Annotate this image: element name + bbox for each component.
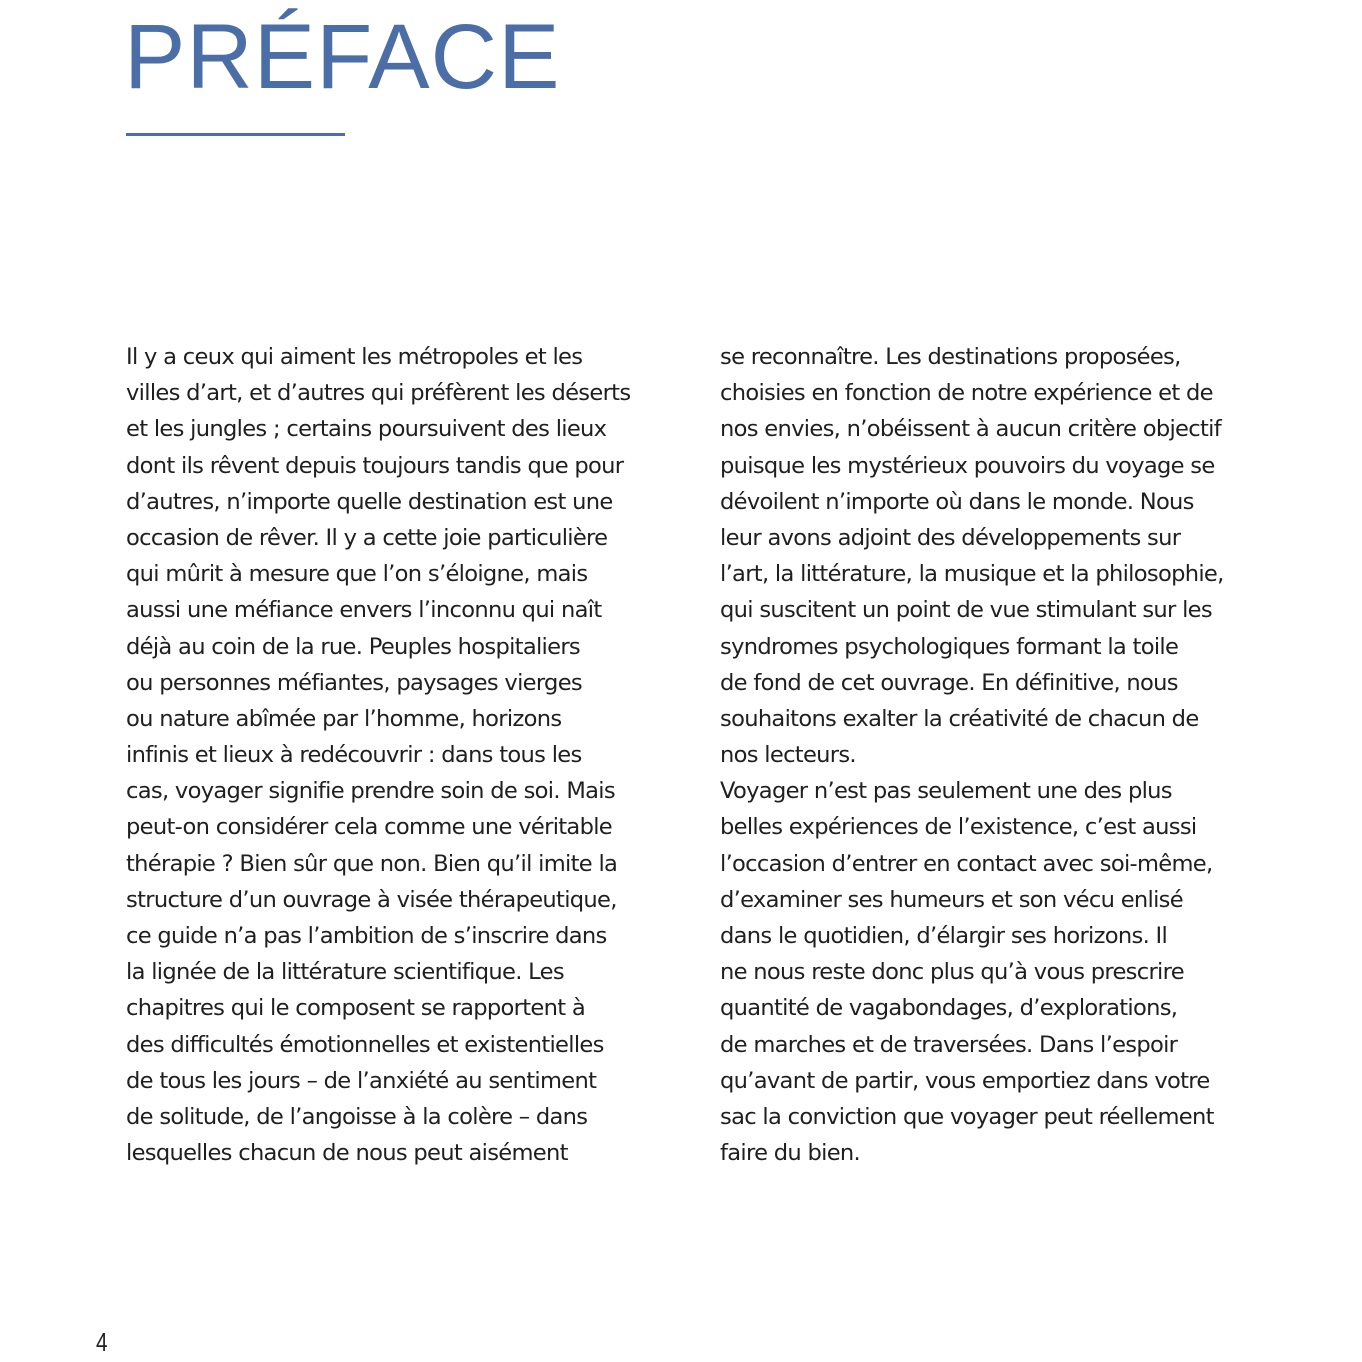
text-line: de marches et de traversées. Dans l’espoir <box>720 1031 1178 1058</box>
text-line: qu’avant de partir, vous emportiez dans votre <box>720 1067 1210 1094</box>
page-number: 4 <box>96 1327 108 1357</box>
text-line: lesquelles chacun de nous peut aisément <box>126 1140 568 1167</box>
text-line: ou nature abîmée par l’homme, horizons <box>126 705 562 732</box>
text-line: l’art, la littérature, la musique et la philosophie, <box>720 561 1224 588</box>
title-underline <box>126 133 345 136</box>
text-line: d’examiner ses humeurs et son vécu enlisé <box>720 886 1183 913</box>
text-line: et les jungles ; certains poursuivent des lieux <box>126 416 607 443</box>
text-line: thérapie ? Bien sûr que non. Bien qu’il imite la <box>126 850 618 877</box>
text-line: dévoilent n’importe où dans le monde. Nous <box>720 488 1194 515</box>
text-line: d’autres, n’importe quelle destination est une <box>126 488 613 515</box>
text-line: chapitres qui le composent se rapportent à <box>126 995 585 1022</box>
text-line: aussi une méfiance envers l’inconnu qui naît <box>126 597 602 624</box>
text-line: belles expériences de l’existence, c’est aussi <box>720 814 1197 841</box>
text-line: infinis et lieux à redécouvrir : dans tous les <box>126 742 582 769</box>
text-line: qui suscitent un point de vue stimulant sur les <box>720 597 1212 624</box>
text-line: choisies en fonction de notre expérience et de <box>720 380 1213 407</box>
text-line: faire du bien. <box>720 1140 861 1167</box>
text-line: qui mûrit à mesure que l’on s’éloigne, mais <box>126 561 588 588</box>
text-line: occasion de rêver. Il y a cette joie particulière <box>126 524 608 551</box>
text-line: peut-on considérer cela comme une véritable <box>126 814 612 841</box>
text-line: dont ils rêvent depuis toujours tandis que pour <box>126 452 624 479</box>
text-line: se reconnaître. Les destinations proposées, <box>720 344 1181 370</box>
text-line: nos lecteurs. <box>720 742 856 769</box>
text-line: villes d’art, et d’autres qui préfèrent les déserts <box>126 380 631 407</box>
text-line: déjà au coin de la rue. Peuples hospitaliers <box>126 633 580 660</box>
text-line: souhaitons exalter la créativité de chacun de <box>720 705 1199 732</box>
text-line: dans le quotidien, d’élargir ses horizons. Il <box>720 923 1168 949</box>
page-title: PRÉFACE <box>124 6 561 108</box>
text-line: de tous les jours – de l’anxiété au sentiment <box>126 1067 597 1094</box>
text-line: ne nous reste donc plus qu’à vous prescrire <box>720 959 1184 986</box>
text-line: de fond de cet ouvrage. En définitive, nous <box>720 669 1178 696</box>
left-text-column <box>126 339 696 1171</box>
text-line: quantité de vagabondages, d’explorations, <box>720 995 1178 1022</box>
text-line: ou personnes méfiantes, paysages vierges <box>126 669 582 696</box>
text-line: sac la conviction que voyager peut réellement <box>720 1103 1214 1130</box>
text-line: Il y a ceux qui aiment les métropoles et les <box>126 344 583 370</box>
right-text-column <box>720 339 1290 1171</box>
text-line: ce guide n’a pas l’ambition de s’inscrire dans <box>126 923 607 949</box>
text-line: leur avons adjoint des développements sur <box>720 524 1181 551</box>
text-line: de solitude, de l’angoisse à la colère – dans <box>126 1103 588 1130</box>
text-line: puisque les mystérieux pouvoirs du voyage se <box>720 452 1215 479</box>
text-line: Voyager n’est pas seulement une des plus <box>720 778 1172 805</box>
text-line: des difficultés émotionnelles et existentielles <box>126 1031 604 1058</box>
text-line: cas, voyager signifie prendre soin de soi. Mais <box>126 778 615 805</box>
text-line: la lignée de la littérature scientifique. Les <box>126 959 564 986</box>
text-line: nos envies, n’obéissent à aucun critère objectif <box>720 416 1221 443</box>
text-line: structure d’un ouvrage à visée thérapeutique, <box>126 886 617 913</box>
text-line: l’occasion d’entrer en contact avec soi-même, <box>720 850 1213 877</box>
text-line: syndromes psychologiques formant la toile <box>720 633 1179 660</box>
